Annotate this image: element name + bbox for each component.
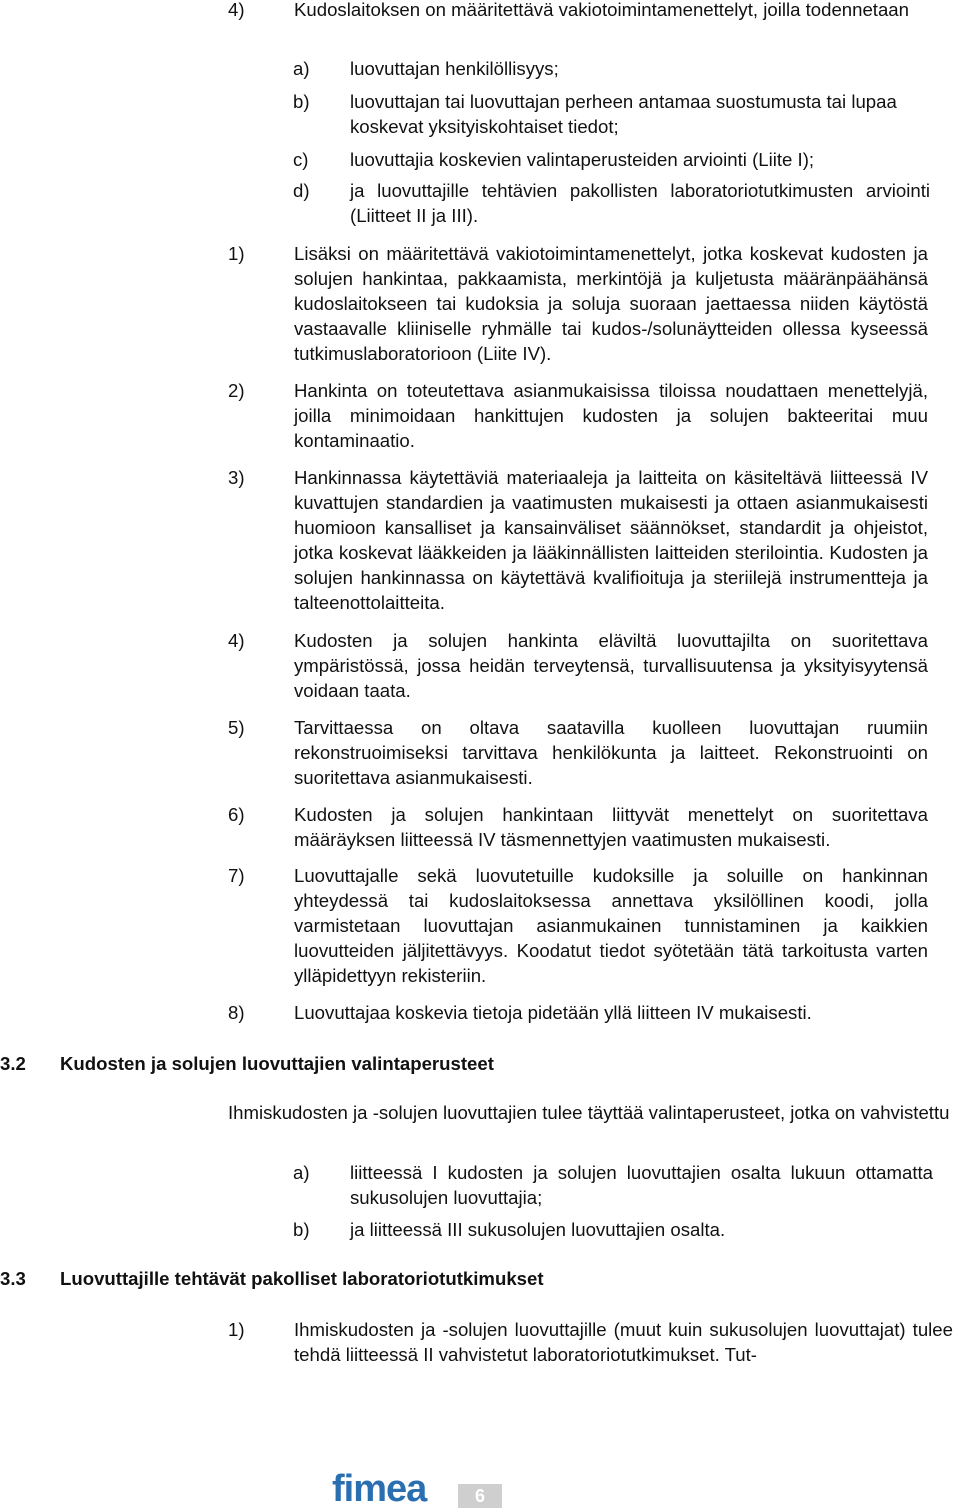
list-number: 3) [228,467,245,488]
section-heading-3-3 [0,1266,700,1292]
list-number: 1) [228,243,245,264]
sub-text: liitteessä I kudosten ja solujen luovuttajien osalta lukuun ottamatta sukusolujen luovuttajia; [350,1162,933,1208]
sub-label: b) [293,1219,310,1240]
sub-text: luovuttajan tai luovuttajan perheen antamaa suostumusta tai lupaa koskevat yksityiskohtaiset tiedot; [350,91,897,137]
sub-label: a) [293,1162,310,1183]
list-text: Tarvittaessa on oltava saatavilla kuolleen luovuttajan ruumiin rekonstruoimiseksi tarvittava henkilökunta ja laitteet. Rekonstruointi on suoritettava asianmukaisesti. [294,717,928,788]
list-item-2 [228,378,928,456]
list-item-3 [228,465,928,620]
list-number: 7) [228,865,245,886]
section-3-2-sub-a [293,1160,938,1212]
list-number: 4) [228,0,245,20]
list-item-7 [228,863,928,993]
section-title: Luovuttajille tehtävät pakolliset laboratoriotutkimukset [60,1268,544,1289]
list-item-8 [228,1000,938,1026]
list-text: Hankinta on toteutettava asianmukaisissa tiloissa noudattaen menettelyjä, joilla minimoidaan hankittujen kudosten ja solujen bakteeritai muu kontaminaatio. [294,380,928,451]
sub-label: b) [293,91,310,112]
list-item-4 [228,628,928,706]
sub-text: luovuttajan henkilöllisyys; [350,58,559,79]
list-text: Luovuttajalle sekä luovutetuille kudoksille ja soluille on hankinnan yhteydessä tai kudoslaitoksessa annettava yksilöllinen koodi, jolla varmistetaan luovuttajan asianmukainen tunnistaminen ja kaikkien luovutteiden jäljitettävyys. Koodatut tiedot syötetään tätä tarkoitusta varten ylläpidettyyn rekisteriin. [294,865,928,986]
sub-item-c [293,147,933,173]
logo-text: fimea [332,1468,427,1507]
list-number: 1) [228,1319,245,1340]
page-number: 6 [458,1484,502,1508]
list-text: Lisäksi on määritettävä vakiotoimintamenettelyt, jotka koskevat kudosten ja solujen hankintaa, pakkaamista, merkintöjä ja kuljetusta määränpäähänsä kudoslaitokseen tai kudoksia ja soluja suoraan jaettaessa niiden käytöstä vastaavalle kliiniselle ryhmälle tai kudos-/solunäytteiden ollessa kyseessä tutkimuslaboratorioon (Liite IV). [294,243,928,364]
list-number: 6) [228,804,245,825]
sub-text: ja liitteessä III sukusolujen luovuttajien osalta. [350,1219,726,1240]
section-title: Kudosten ja solujen luovuttajien valintaperusteet [60,1053,494,1074]
fimea-logo [330,1467,440,1507]
sub-label: a) [293,58,310,79]
section-heading-3-2 [0,1051,700,1077]
list-number: 5) [228,717,245,738]
section-3-3-item-1 [228,1317,953,1369]
list-number: 2) [228,380,245,401]
list-number: 4) [228,630,245,651]
sub-text: luovuttajia koskevien valintaperusteiden arviointi (Liite I); [350,149,815,170]
list-text: Hankinnassa käytettäviä materiaaleja ja laitteita on käsiteltävä liitteessä IV kuvattujen standardien ja vaatimusten mukaisesti ja ottaen asianmukaisesti huomioon kansalliset ja kansainväliset säännökset, standardit ja ohjeistot, jotka koskevat lääkkeiden ja lääkinnällisten laitteiden sterilointia. Kudosten ja solujen hankinnassa on käytettävä kvalifioituja ja steriilejä instrumentteja ja talteenottolaitteita. [294,467,928,613]
section-3-2-intro: Ihmiskudosten ja -solujen luovuttajien tulee täyttää valintaperusteet, jotka on vahvistettu [228,1102,950,1123]
top-list-item-4 [228,0,928,47]
section-number: 3.2 [0,1053,26,1074]
list-text: Luovuttajaa koskevia tietoja pidetään yllä liitteen IV mukaisesti. [294,1002,812,1023]
sub-text: ja luovuttajille tehtävien pakollisten laboratoriotutkimusten arviointi (Liitteet II ja III). [350,180,930,226]
sub-item-b [293,89,933,141]
list-item-6 [228,802,928,854]
sub-item-a [293,56,933,82]
list-text: Kudoslaitoksen on määritettävä vakiotoimintamenettelyt, joilla todennetaan [294,0,909,20]
list-text: Kudosten ja solujen hankintaan liittyvät menettelyt on suoritettava määräyksen liitteessä IV täsmennettyjen vaatimusten mukaisesti. [294,804,928,850]
list-item-5 [228,715,928,793]
list-number: 8) [228,1002,245,1023]
list-text: Ihmiskudosten ja -solujen luovuttajille (muut kuin sukusolujen luovuttajat) tulee tehdä liitteessä II vahvistetut laboratoriotutkimukset. Tut- [294,1319,953,1365]
sub-label: c) [293,149,309,170]
sub-label: d) [293,180,310,201]
sub-item-d [293,178,933,230]
list-item-1 [228,241,928,371]
section-number: 3.3 [0,1268,26,1289]
list-text: Kudosten ja solujen hankinta eläviltä luovuttajilta on suoritettava ympäristössä, jossa heidän terveytensä, turvallisuutensa ja yksityisyytensä voidaan taata. [294,630,928,701]
section-3-2-sub-b [293,1217,938,1243]
